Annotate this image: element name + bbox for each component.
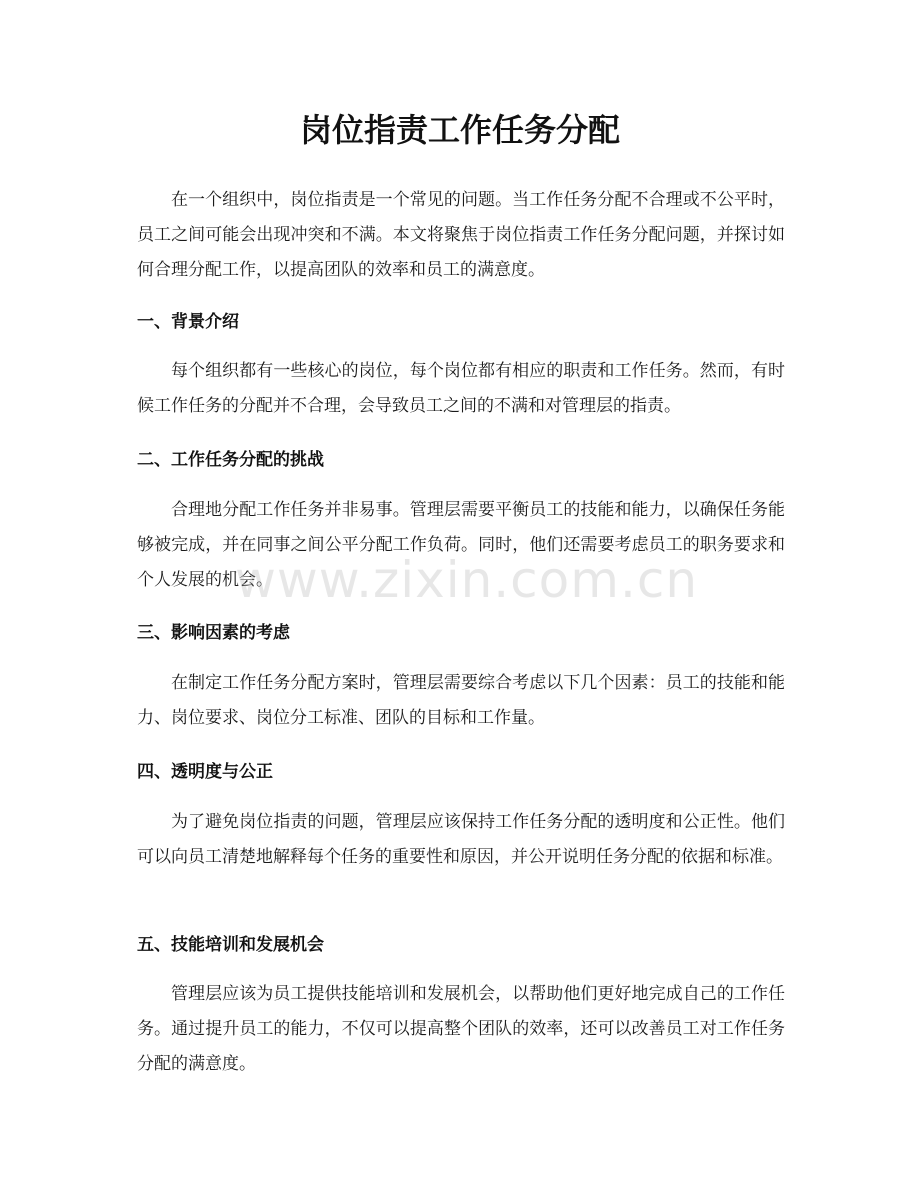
section-5-heading: 五、技能培训和发展机会	[137, 935, 324, 955]
section-2-body: 合理地分配工作任务并非易事。管理层需要平衡员工的技能和能力，以确保任务能够被完成，并在同事之间公平分配工作负荷。同时，他们还需要考虑员工的职务要求和个人发展的机会。	[137, 500, 785, 590]
section-2-heading: 二、工作任务分配的挑战	[137, 450, 324, 470]
section-1-body: 每个组织都有一些核心的岗位，每个岗位都有相应的职责和工作任务。然而，有时候工作任务的分配并不合理，会导致员工之间的不满和对管理层的指责。	[137, 361, 785, 416]
document-title: 岗位指责工作任务分配	[299, 111, 620, 149]
section-3-heading: 三、影响因素的考虑	[137, 623, 290, 643]
section-1-heading: 一、背景介绍	[137, 312, 239, 332]
section-5-body: 管理层应该为员工提供技能培训和发展机会，以帮助他们更好地完成自己的工作任务。通过提升员工的能力，不仅可以提高整个团队的效率，还可以改善员工对工作任务分配的满意度。	[137, 984, 785, 1074]
section-4-heading: 四、透明度与公正	[137, 762, 273, 782]
section-3-body: 在制定工作任务分配方案时，管理层需要综合考虑以下几个因素：员工的技能和能力、岗位要求、岗位分工标准、团队的目标和工作量。	[137, 673, 785, 728]
section-4-body: 为了避免岗位指责的问题，管理层应该保持工作任务分配的透明度和公正性。他们可以向员工清楚地解释每个任务的重要性和原因，并公开说明任务分配的依据和标准。	[137, 812, 785, 867]
intro-paragraph: 在一个组织中，岗位指责是一个常见的问题。当工作任务分配不合理或不公平时，员工之间可能会出现冲突和不满。本文将聚焦于岗位指责工作任务分配问题，并探讨如何合理分配工作，以提高团队的效率和员工的满意度。	[137, 190, 785, 280]
site-watermark: www.zixin.com.cn	[235, 551, 699, 609]
